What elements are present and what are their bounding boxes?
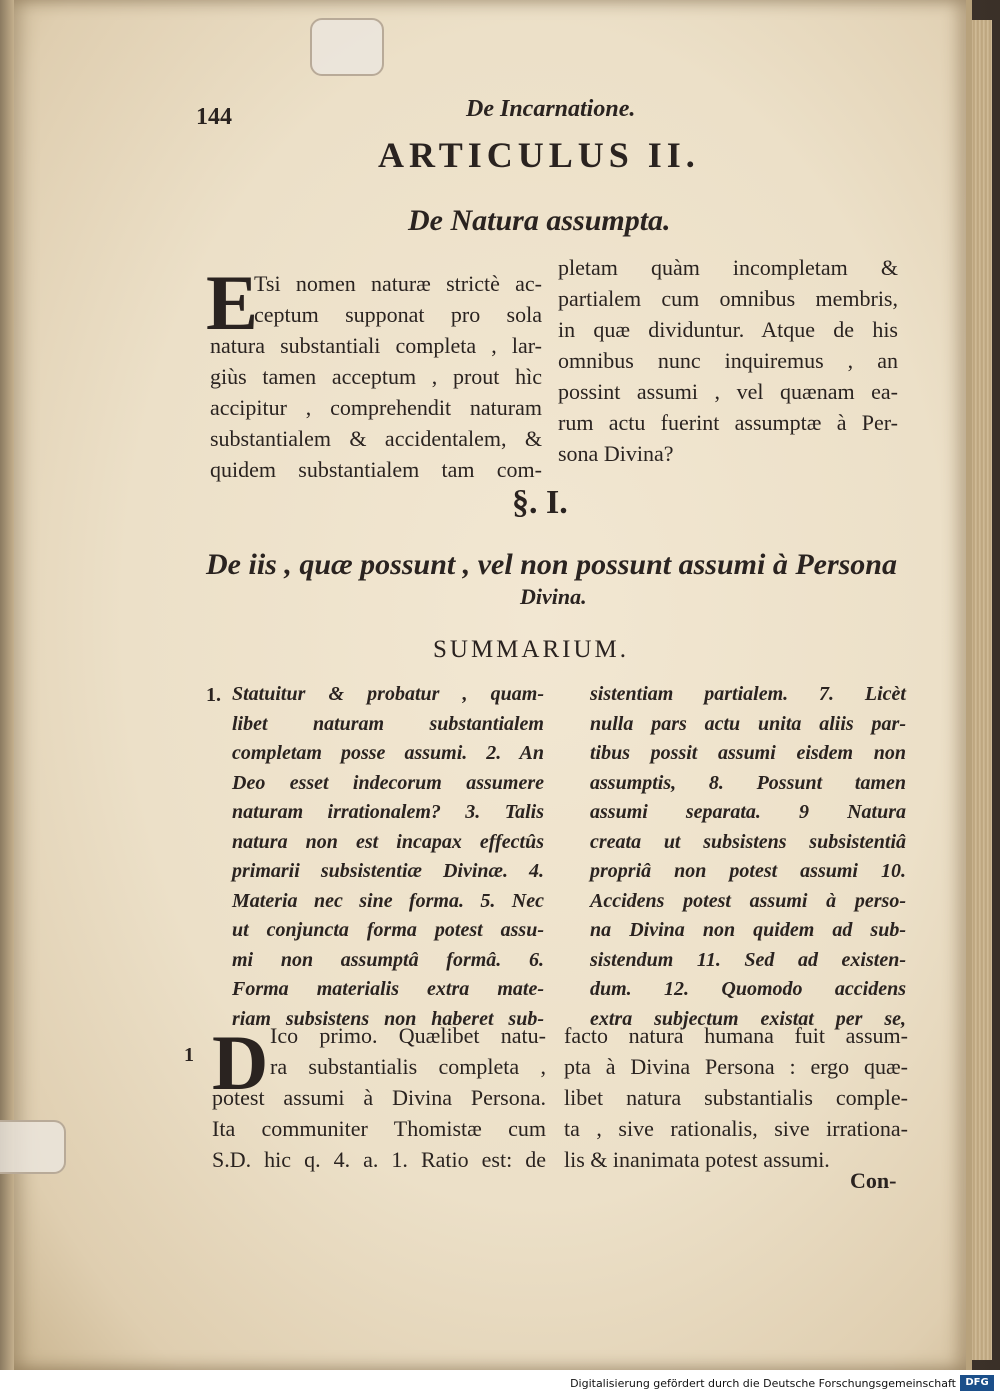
article-intro-right <box>558 252 898 469</box>
bookmark-tab-left <box>0 1120 66 1174</box>
text-line: facto natura humana fuit assum- <box>564 1023 908 1048</box>
digitization-credit: Digitalisierung gefördert durch die Deutsche Forschungsgemeinschaft <box>570 1377 956 1390</box>
summary-line: Accidens potest assumi à perso- <box>590 889 906 912</box>
summarium-heading: SUMMARIUM. <box>433 636 630 663</box>
summary-line: assumptis, 8. Possunt tamen <box>590 771 906 794</box>
text-line: ceptum supponat pro sola <box>254 302 542 327</box>
running-title: De Incarnatione. <box>466 96 636 122</box>
text-line: accipitur , comprehendit naturam <box>210 395 542 420</box>
text-line: Ita communiter Thomistæ cum <box>212 1116 546 1141</box>
paragraph-margin-number: 1 <box>184 1044 194 1066</box>
summary-line: dum. 12. Quomodo accidens <box>590 978 906 1000</box>
summary-line: sistendum 11. Sed ad existen- <box>590 948 906 971</box>
text-line: quidem substantialem tam com- <box>210 457 542 482</box>
summary-line: tibus possit assumi eisdem non <box>590 742 906 764</box>
text-line: libet natura substantialis comple- <box>564 1085 908 1110</box>
text-line: omnibus nunc inquiremus , an <box>558 348 898 373</box>
summary-line: primarii subsistentiæ Divinæ. 4. <box>232 860 544 882</box>
text-line: ra substantialis completa , <box>270 1054 546 1079</box>
section-title: De iis , quæ possunt , vel non possunt assumi à Persona <box>206 548 897 581</box>
summary-line: na Divina non quidem ad sub- <box>590 919 906 941</box>
text-line: Ico primo. Quælibet natu- <box>270 1023 546 1048</box>
summary-line: libet naturam substantialem <box>232 712 544 735</box>
summary-line: Statuitur & probatur , quam- <box>232 683 544 705</box>
page-number: 144 <box>196 104 232 130</box>
drop-cap-e: E <box>206 259 259 346</box>
summary-line: creata ut subsistens subsistentiâ <box>590 830 906 853</box>
drop-cap-d: D <box>212 1019 269 1106</box>
text-line: rum actu fuerint assumptæ à Per- <box>558 410 898 435</box>
text-line: potest assumi à Divina Persona. <box>212 1085 546 1110</box>
summary-line: Deo esset indecorum assumere <box>232 771 544 794</box>
summary-line: mi non assumptâ formâ. 6. <box>232 948 544 971</box>
summary-line: extra subjectum existat per se, <box>590 1007 906 1030</box>
bookmark-tab-top <box>310 18 384 76</box>
summary-line: naturam irrationalem? 3. Talis <box>232 801 544 823</box>
section-mark: §. I. <box>512 484 568 521</box>
summary-number: 1. <box>206 684 221 706</box>
summary-line: completam posse assumi. 2. An <box>232 742 544 764</box>
text-line: pletam quàm incompletam & <box>558 255 898 280</box>
summary-line: riam subsistens non haberet sub- <box>232 1007 544 1030</box>
article-intro-left <box>210 268 542 485</box>
summary-line: Materia nec sine forma. 5. Nec <box>232 889 544 912</box>
summary-line: nulla pars actu unita aliis par- <box>590 712 906 735</box>
text-line: sona Divina? <box>558 441 674 466</box>
section-title-continued: Divina. <box>520 584 587 609</box>
article-subtitle: De Natura assumpta. <box>408 204 671 237</box>
text-line: giùs tamen acceptum , prout hìc <box>210 364 542 389</box>
summary-line: assumi separata. 9 Natura <box>590 801 906 823</box>
text-line: pta à Divina Persona : ergo quæ- <box>564 1054 908 1079</box>
body-left-column <box>212 1020 546 1175</box>
summary-line: Forma materialis extra mate- <box>232 978 544 1000</box>
summary-line: propriâ non potest assumi 10. <box>590 860 906 882</box>
text-line: Tsi nomen naturæ strictè ac- <box>254 271 542 296</box>
summary-line: natura non est incapax effectûs <box>232 830 544 853</box>
article-heading: ARTICULUS II. <box>378 135 700 175</box>
text-line: partialem cum omnibus membris, <box>558 286 898 311</box>
catchword: Con- <box>850 1168 897 1193</box>
dfg-logo-icon: DFG <box>960 1375 994 1391</box>
body-right-column <box>564 1020 908 1175</box>
summary-line: sistentiam partialem. 7. Licèt <box>590 683 906 705</box>
text-line: natura substantiali completa , lar- <box>210 333 542 358</box>
summarium-left <box>232 680 544 1034</box>
text-line: lis & inanimata potest assumi. <box>564 1147 830 1172</box>
text-line: substantialem & accidentalem, & <box>210 426 542 451</box>
summary-line: ut conjuncta forma potest assu- <box>232 919 544 941</box>
text-line: ta , sive rationalis, sive irrationa- <box>564 1116 908 1141</box>
text-line: in quæ dividuntur. Atque de his <box>558 317 898 342</box>
text-line: S.D. hic q. 4. a. 1. Ratio est: de <box>212 1147 546 1172</box>
text-line: possint assumi , vel quænam ea- <box>558 379 898 404</box>
summarium-right <box>590 680 906 1034</box>
